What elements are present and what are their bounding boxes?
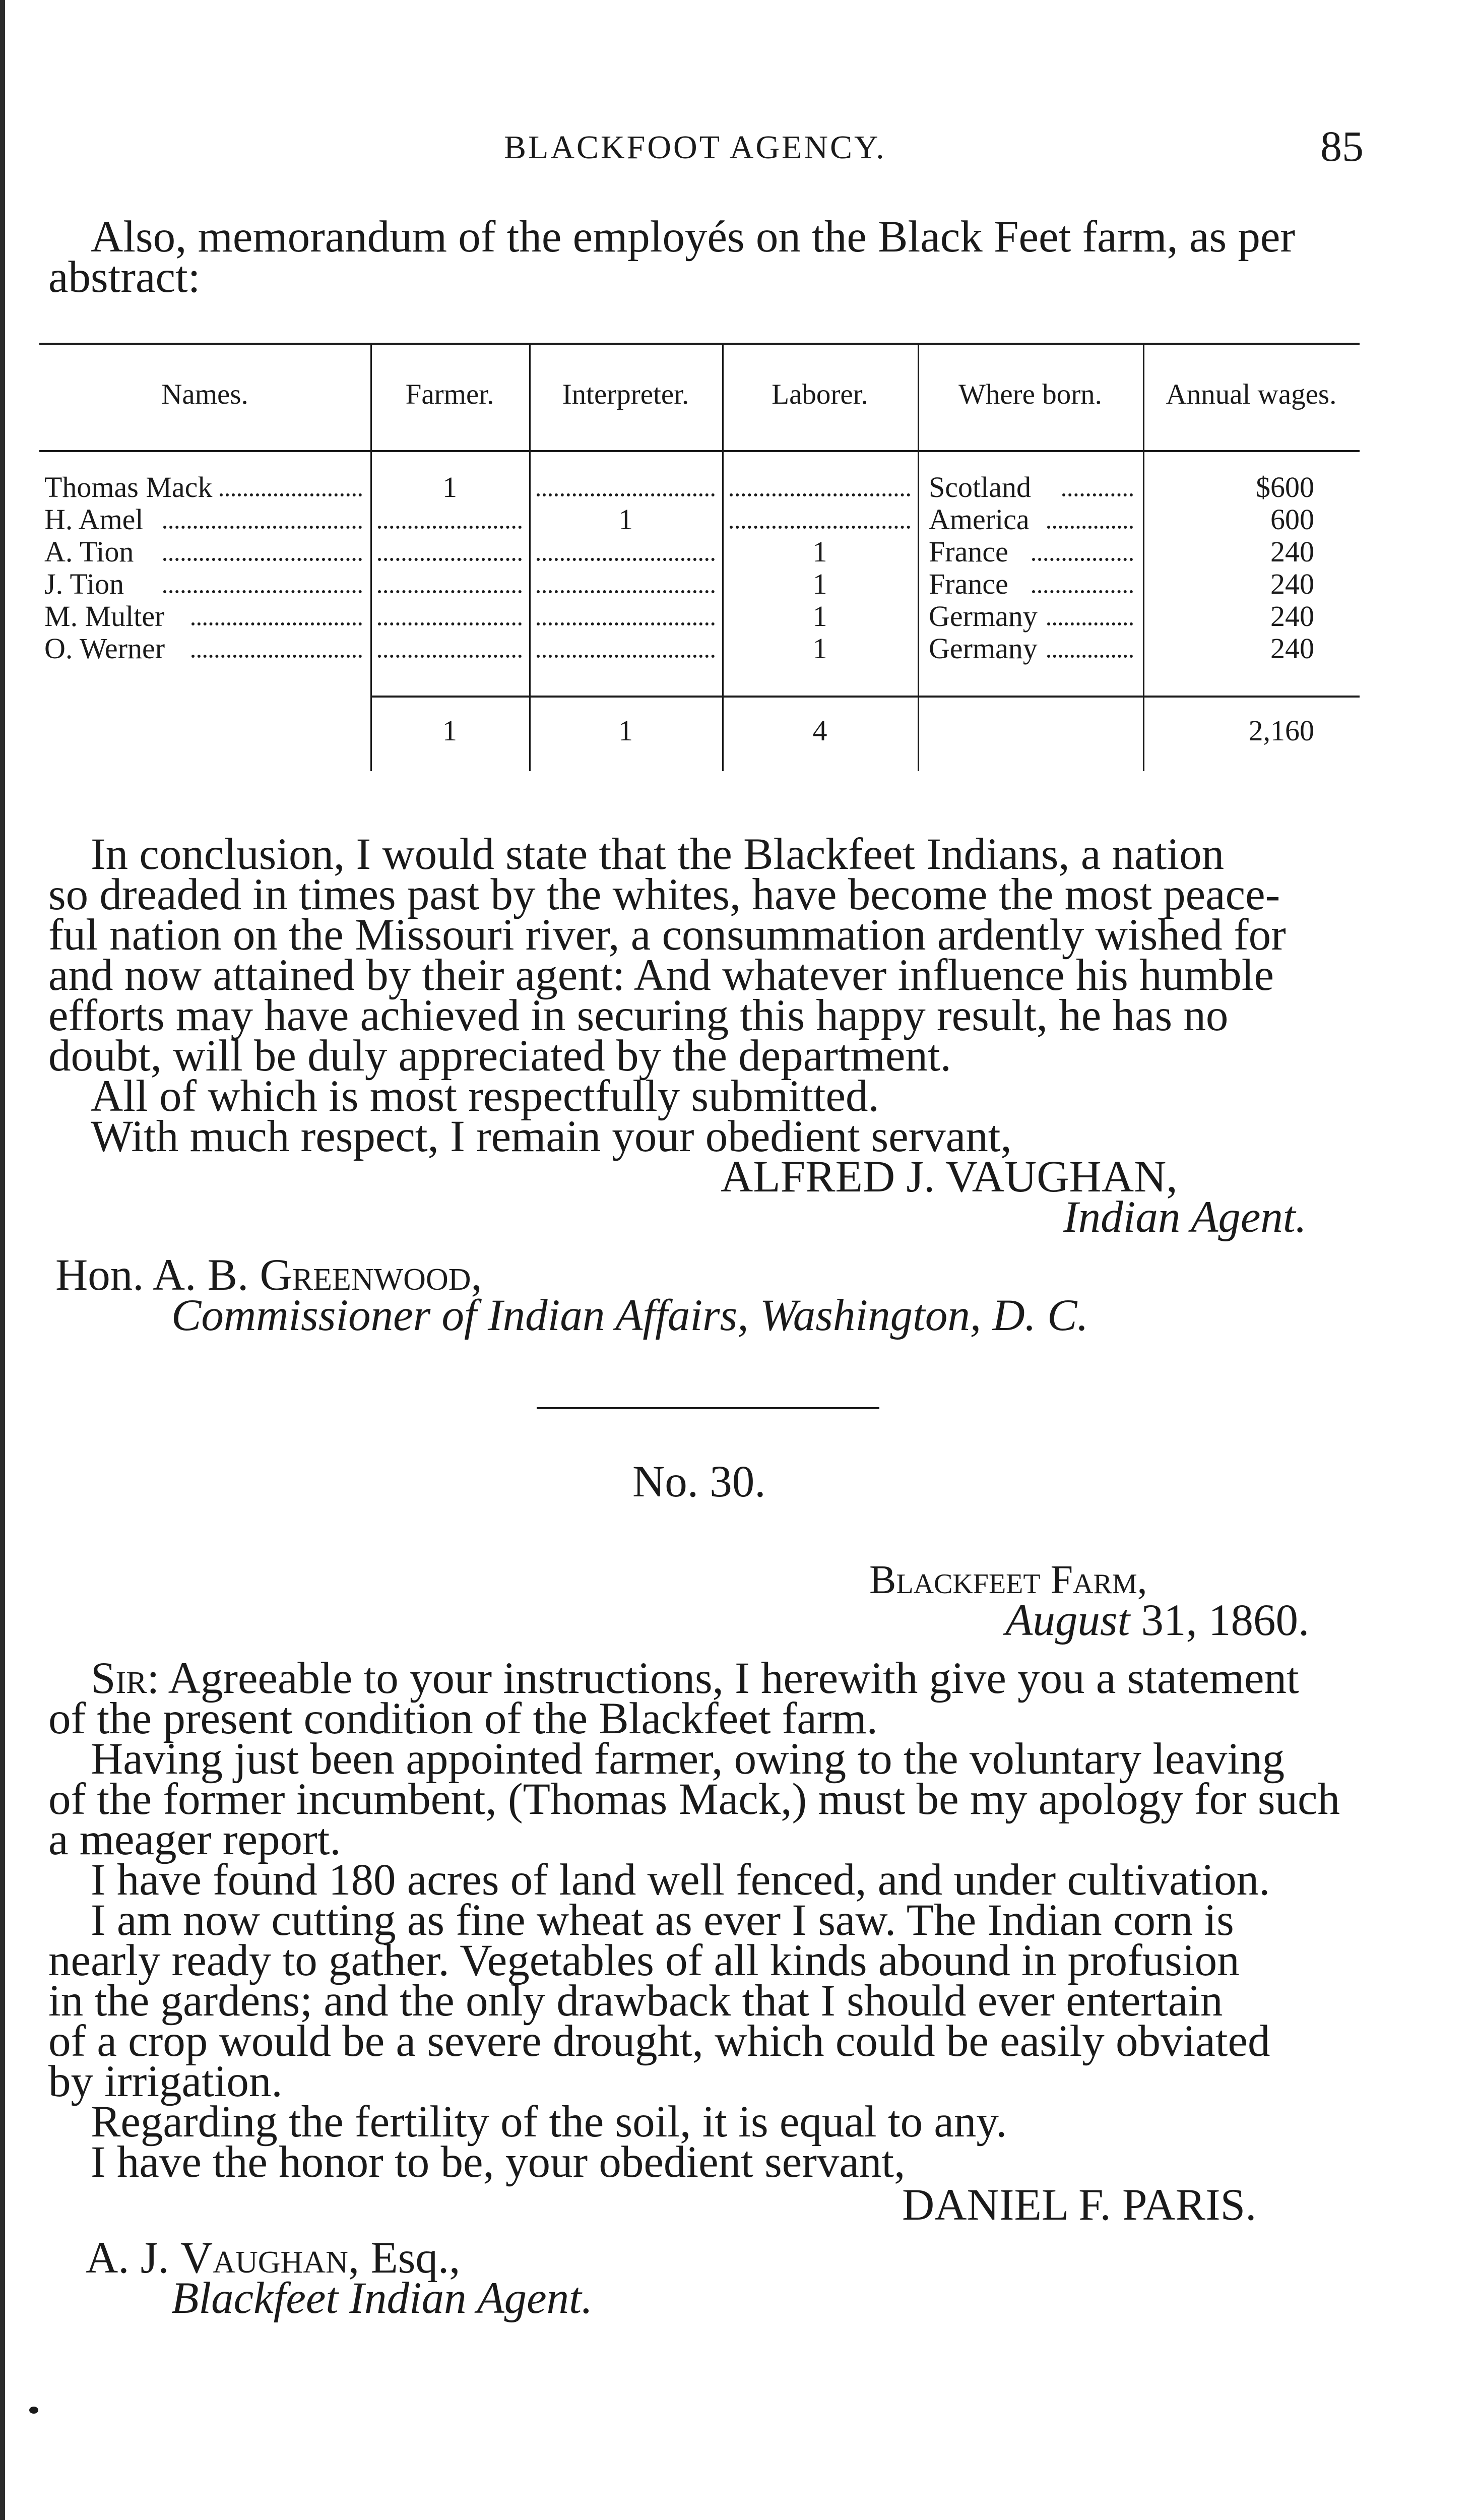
dot-leader [1032, 548, 1133, 561]
dot-leader [537, 580, 715, 593]
letter-line-1 [91, 1654, 1299, 1703]
addressee-vaughan [86, 2233, 461, 2283]
row-interpreter: 1 [618, 503, 633, 536]
dot-leader [378, 548, 522, 561]
dot-leader [730, 516, 910, 529]
header-where-born: Where born. [958, 379, 1102, 410]
total-farmer: 1 [442, 714, 457, 747]
row-where-born: France [929, 535, 1008, 568]
dot-leader [537, 548, 715, 561]
signature-vaughan-title: Indian Agent. [1063, 1192, 1307, 1242]
letter-place: Blackfeet Farm, [869, 1558, 1147, 1602]
row-where-born: Germany [929, 632, 1038, 665]
row-where-born: America [929, 503, 1030, 536]
letter-line-8: nearly ready to gather. Vegetables of all kinds abound in profusion [48, 1936, 1240, 1985]
intro-line-2: abstract: [48, 253, 201, 302]
signature-vaughan: ALFRED J. VAUGHAN, [721, 1152, 1178, 1202]
dot-leader [163, 548, 362, 561]
ink-spot [29, 2407, 38, 2414]
dot-leader [537, 612, 715, 625]
letter-date-month: August [1005, 1596, 1130, 1645]
total-interpreter: 1 [618, 714, 633, 747]
section-divider [537, 1407, 879, 1409]
row-name: J. Tion [44, 568, 124, 600]
row-laborer: 1 [812, 535, 827, 568]
row-name: A. Tion [44, 535, 134, 568]
closing-line: With much respect, I remain your obedient servant, [91, 1112, 1012, 1161]
table-header-rule [39, 450, 1360, 452]
intro-line-1: Also, memorandum of the employés on the Black Feet farm, as per [91, 212, 1296, 262]
scan-edge [0, 0, 5, 2520]
dot-leader [220, 483, 362, 496]
addressee-greenwood-title: Commissioner of Indian Affairs, Washington, D. C. [171, 1291, 1088, 1340]
row-laborer: 1 [812, 568, 827, 600]
dot-leader [537, 483, 715, 496]
dot-leader [163, 580, 362, 593]
running-header: BLACKFOOT AGENCY. [504, 129, 886, 166]
letter-line-10: of a crop would be a severe drought, which could be easily obviated [48, 2017, 1270, 2066]
row-name: M. Multer [44, 600, 165, 633]
dot-leader [1032, 580, 1133, 593]
conclusion-line-2: so dreaded in times past by the whites, have become the most peace- [48, 870, 1280, 919]
dot-leader [1047, 612, 1133, 625]
dot-leader [1062, 483, 1133, 496]
conclusion-line-4: and now attained by their agent: And whatever influence his humble [48, 951, 1274, 1000]
dot-leader [378, 645, 522, 658]
dot-leader [1047, 516, 1133, 529]
dot-leader [378, 612, 522, 625]
dot-leader [378, 580, 522, 593]
addressee-vaughan-title: Blackfeet Indian Agent. [171, 2274, 593, 2323]
header-interpreter: Interpreter. [562, 379, 689, 410]
row-where-born: France [929, 568, 1008, 600]
letter-line-12: Regarding the fertility of the soil, it is equal to any. [91, 2097, 1007, 2147]
conclusion-line-6: doubt, will be duly appreciated by the department. [48, 1031, 951, 1081]
dot-leader [378, 516, 522, 529]
conclusion-line-5: efforts may have achieved in securing this happy result, he has no [48, 991, 1229, 1040]
dot-leader [730, 483, 910, 496]
row-laborer: 1 [812, 600, 827, 633]
total-laborer: 4 [812, 714, 827, 747]
row-annual-wages: $600 [1256, 471, 1314, 503]
letter-date [1005, 1596, 1310, 1645]
letter-line-13: I have the honor to be, your obedient servant, [91, 2137, 906, 2187]
row-annual-wages: 240 [1270, 632, 1314, 665]
row-where-born: Germany [929, 600, 1038, 633]
row-name: H. Amel [44, 503, 144, 536]
letter-date-rest: 31, 1860. [1141, 1596, 1310, 1645]
row-where-born: Scotland [929, 471, 1031, 503]
dot-leader [537, 645, 715, 658]
addressee-vaughan-suffix: , Esq., [348, 2233, 461, 2283]
row-laborer: 1 [812, 632, 827, 665]
row-annual-wages: 240 [1270, 568, 1314, 600]
submitted-line: All of which is most respectfully submitted. [91, 1072, 879, 1121]
addressee-hon: Hon. A. B. [55, 1250, 249, 1300]
addressee-surname: Greenwood, [260, 1250, 482, 1300]
employee-table [39, 343, 1360, 776]
dot-leader [163, 516, 362, 529]
document-number: No. 30. [632, 1457, 766, 1506]
salutation: Sir [91, 1654, 147, 1703]
row-name: O. Werner [44, 632, 165, 665]
row-annual-wages: 240 [1270, 535, 1314, 568]
conclusion-line-1: In conclusion, I would state that the Blackfeet Indians, a nation [91, 830, 1225, 879]
row-annual-wages: 240 [1270, 600, 1314, 633]
row-farmer: 1 [442, 471, 457, 503]
header-annual-wages: Annual wages. [1166, 379, 1337, 410]
table-top-rule [39, 343, 1360, 345]
header-laborer: Laborer. [772, 379, 868, 410]
dot-leader [191, 645, 362, 658]
table-totals-rule [370, 696, 1360, 698]
header-names: Names. [161, 379, 248, 410]
signature-paris: DANIEL F. PARIS. [902, 2180, 1257, 2230]
page-number: 85 [1320, 122, 1364, 170]
total-wages: 2,160 [1248, 714, 1314, 747]
addressee-greenwood [55, 1250, 482, 1300]
letter-line-11: by irrigation. [48, 2057, 283, 2106]
dot-leader [191, 612, 362, 625]
letter-line-4: of the former incumbent, (Thomas Mack,) must be my apology for such [48, 1775, 1340, 1824]
letter-line-9: in the gardens; and the only drawback that I should ever entertain [48, 1976, 1223, 2026]
letter-line-1-text: : Agreeable to your instructions, I herewith give you a statement [147, 1654, 1299, 1703]
addressee-vaughan-initials: A. J. [86, 2233, 169, 2283]
row-annual-wages: 600 [1270, 503, 1314, 536]
letter-line-6: I have found 180 acres of land well fenced, and under cultivation. [91, 1855, 1270, 1905]
letter-line-5: a meager report. [48, 1815, 341, 1864]
conclusion-line-3: ful nation on the Missouri river, a consummation ardently wished for [48, 910, 1286, 960]
letter-line-7: I am now cutting as fine wheat as ever I saw. The Indian corn is [91, 1896, 1234, 1945]
row-name: Thomas Mack [44, 471, 213, 503]
letter-line-3: Having just been appointed farmer, owing to the voluntary leaving [91, 1734, 1285, 1784]
addressee-vaughan-name: Vaughan [180, 2233, 348, 2283]
header-farmer: Farmer. [405, 379, 494, 410]
dot-leader [1047, 645, 1133, 658]
letter-line-2: of the present condition of the Blackfeet farm. [48, 1694, 878, 1743]
